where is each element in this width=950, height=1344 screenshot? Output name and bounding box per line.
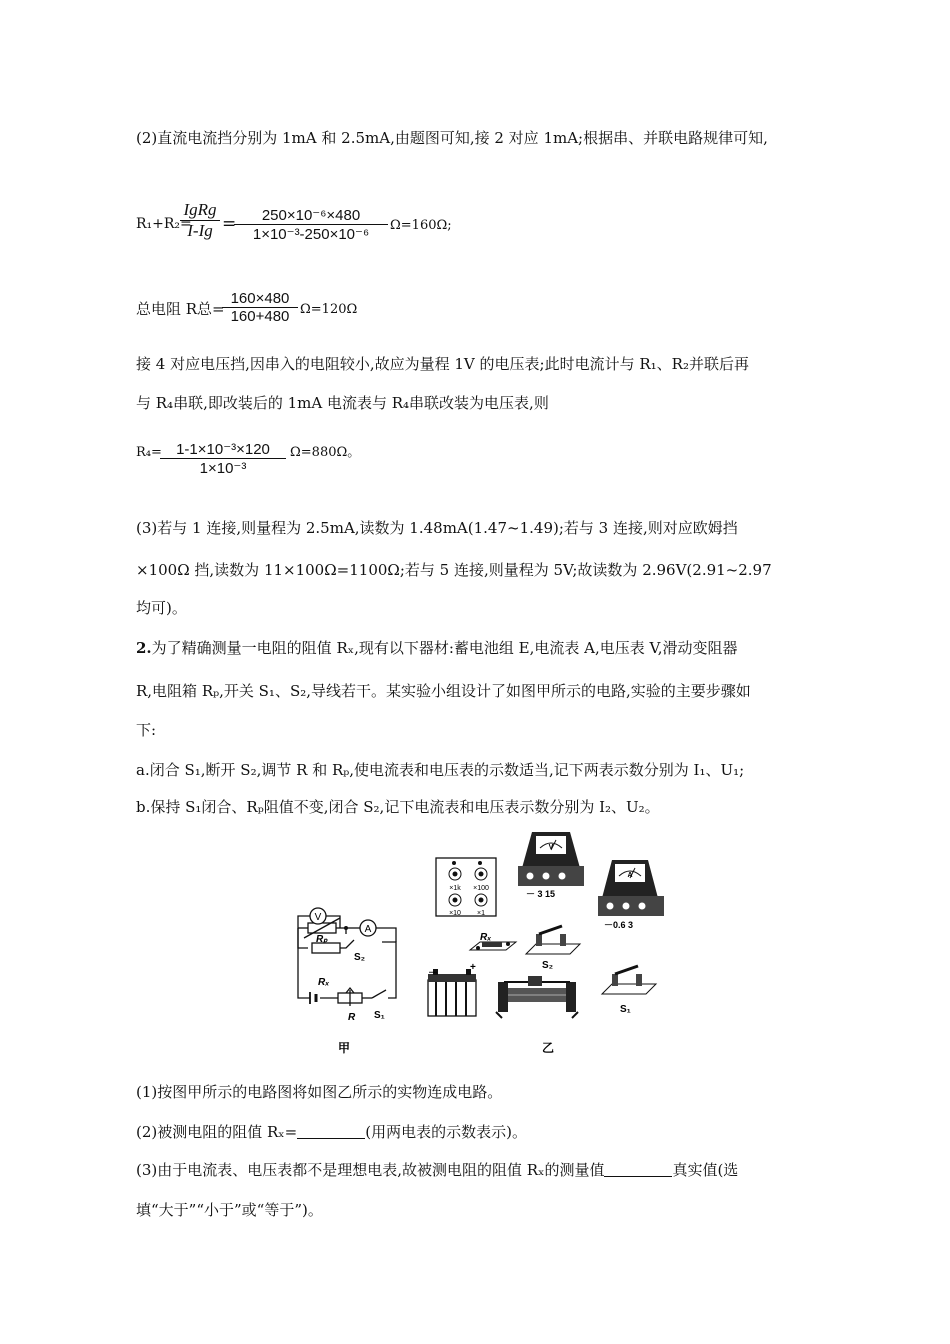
s1-label: S₁ [374, 1010, 385, 1021]
box-x1-label: ×1 [477, 910, 485, 917]
voltmeter-face-label: V [548, 844, 554, 851]
eq1-frac1-den: I-Ig [187, 221, 213, 240]
eq1-frac1-num: IgRg [183, 200, 217, 219]
rx-resistor-device [470, 942, 516, 950]
ammeter-device [598, 860, 664, 916]
s1-device-label: S₁ [620, 1004, 631, 1015]
q2-sub2-pre: (2)被测电阻的阻值 Rₓ= [136, 1123, 298, 1141]
slide-rheostat-device [496, 976, 578, 1018]
eq3-result: Ω=880Ω。 [290, 445, 361, 460]
eq3-lhs: R₄= [136, 445, 162, 460]
eq1-equals: = [222, 214, 237, 234]
voltmeter-label: V [314, 912, 322, 923]
answer-blank-rx[interactable] [297, 1124, 365, 1139]
figure-label-jia: 甲 [337, 1041, 351, 1055]
question-number: 2. [136, 639, 152, 657]
eq1-frac2-num: 250×10⁻⁶×480 [261, 207, 361, 224]
q2-step-a: a.闭合 S₁,断开 S₂,调节 R 和 Rₚ,使电流表和电压表的示数适当,记下两表示数分别为 I₁、U₁; [136, 761, 745, 779]
part2-line-a: 接 4 对应电压挡,因串入的电阻较小,故应为量程 1V 的电压表;此时电流计与 R₁、R₂并联后再 [136, 355, 749, 373]
q2-sub2-post: (用两电表的示数表示)。 [365, 1123, 527, 1141]
eq2-lhs: 总电阻 R总= [136, 300, 225, 318]
box-x1k-label: ×1k [449, 885, 461, 892]
s2-label: S₂ [354, 952, 366, 963]
answer-blank-compare[interactable] [604, 1162, 672, 1177]
box-x100-label: ×100 [473, 885, 489, 892]
q2-sub3 [136, 1160, 738, 1180]
eq2-den: 160+480 [230, 308, 290, 325]
eq2-frac [222, 290, 298, 325]
switch-s2-device [526, 926, 580, 954]
s2-device-label: S₂ [542, 960, 554, 971]
eq1-frac2 [234, 206, 388, 243]
ammeter-face-label: A [627, 872, 633, 879]
eq3-frac [160, 440, 286, 477]
battery-minus: － [428, 968, 438, 979]
voltmeter-device [518, 832, 584, 886]
eq3-num: 1-1×10⁻³×120 [176, 441, 270, 458]
circuit-figure [290, 830, 670, 1060]
part3-line1: (3)若与 1 连接,则量程为 2.5mA,读数为 1.48mA(1.47~1.49);若与 3 连接,则对应欧姆挡 [136, 519, 738, 537]
junction-dot [344, 926, 348, 930]
q2-line1 [136, 638, 738, 658]
eq2-num: 160×480 [230, 290, 290, 307]
box-x10-label: ×10 [449, 910, 461, 917]
q2-sub3-post: 真实值(选 [672, 1161, 739, 1179]
part2-line-b: 与 R₄串联,即改装后的 1mA 电流表与 R₄串联改装为电压表,则 [136, 394, 549, 412]
figure-label-yi: 乙 [541, 1041, 555, 1055]
eq1-lhs: R₁+R₂= [136, 216, 192, 232]
voltmeter-scale: － 3 15 [526, 889, 556, 899]
q2-sub3-pre: (3)由于电流表、电压表都不是理想电表,故被测电阻的阻值 Rₓ的测量值 [136, 1161, 605, 1179]
q2-line2: R,电阻箱 Rₚ,开关 S₁、S₂,导线若干。某实验小组设计了如图甲所示的电路,实验的主要步骤如 [136, 682, 751, 700]
q2-step-b: b.保持 S₁闭合、Rₚ阻值不变,闭合 S₂,记下电流表和电压表示数分别为 I₂、U₂。 [136, 798, 660, 816]
eq1-frac2-den: 1×10⁻³-250×10⁻⁶ [252, 226, 370, 243]
part3-line3: 均可)。 [136, 599, 187, 617]
switch-s1-device [602, 966, 656, 994]
battery-plus: + [470, 962, 476, 973]
q2-sub3-line2: 填“大于”“小于”或“等于”)。 [136, 1201, 323, 1219]
ammeter-label: A [364, 924, 372, 935]
q2-sub1: (1)按图甲所示的电路图将如图乙所示的实物连成电路。 [136, 1083, 503, 1101]
q2-line3: 下: [136, 721, 157, 739]
part3-line2: ×100Ω 挡,读数为 11×100Ω=1100Ω;若与 5 连接,则量程为 5V;故读数为 2.96V(2.91~2.97 [136, 561, 772, 579]
eq1-result: Ω=160Ω; [390, 218, 452, 233]
r-label: R [348, 1012, 356, 1023]
eq2-result: Ω=120Ω [300, 302, 358, 317]
q2-line1-text: 为了精确测量一电阻的阻值 Rₓ,现有以下器材:蓄电池组 E,电流表 A,电压表 V,滑动变阻器 [151, 639, 738, 657]
rp-label: Rₚ [316, 934, 328, 945]
part2-line1: (2)直流电流挡分别为 1mA 和 2.5mA,由题图可知,接 2 对应 1mA;根据串、并联电路规律可知, [136, 129, 768, 147]
rx-device-label: Rₓ [480, 932, 492, 943]
eq1-frac1 [180, 200, 220, 241]
ammeter-scale: －0.6 3 [604, 920, 634, 930]
rx-label: Rₓ [318, 977, 330, 988]
eq3-den: 1×10⁻³ [199, 460, 247, 477]
q2-sub2 [136, 1122, 527, 1142]
